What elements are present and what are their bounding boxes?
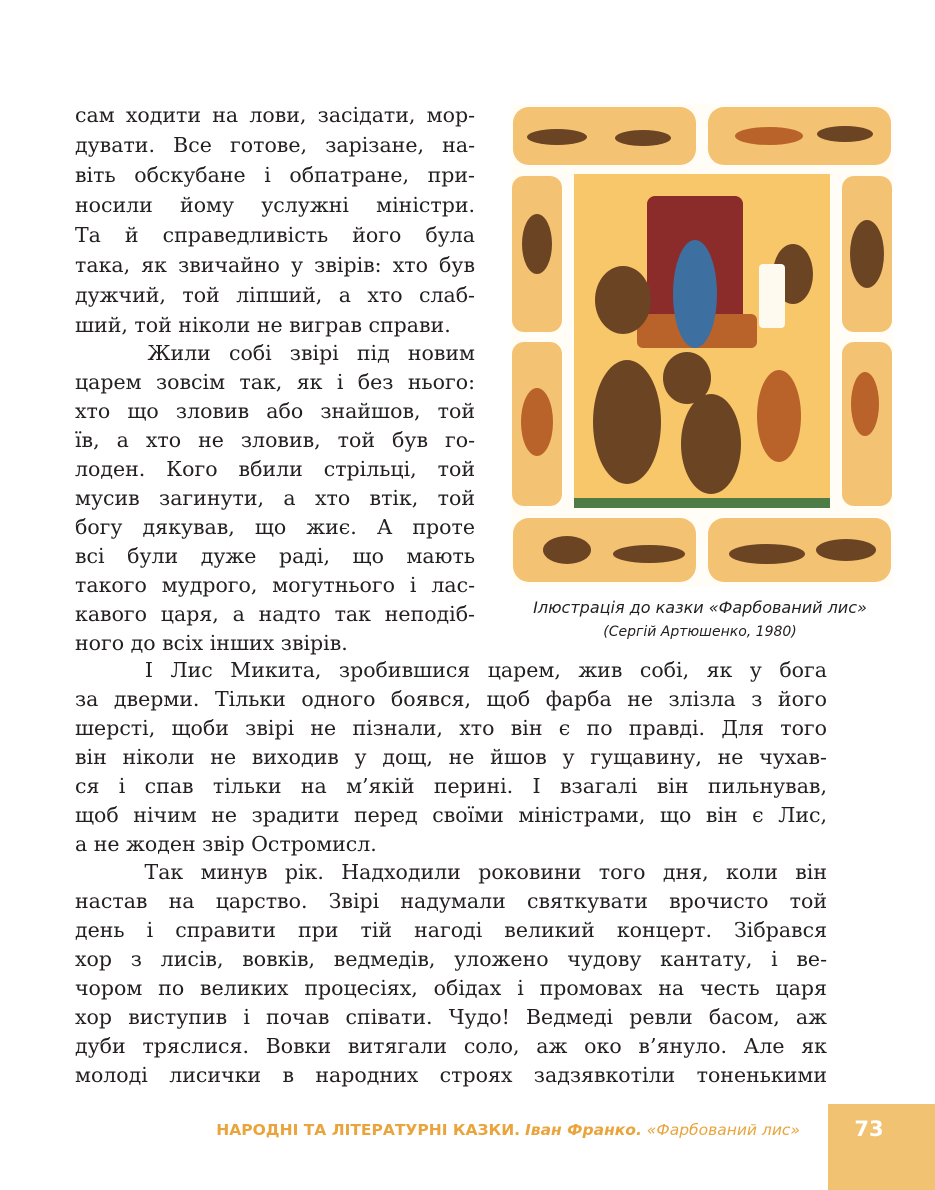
text-line: чором по великих процесіях, обідах і промовах на честь царя (75, 976, 827, 1000)
deer-silhouette (527, 129, 587, 145)
text-line: їв, а хто не зловив, той був го- (75, 428, 475, 452)
text-line: а не жоден звір Остромисл. (75, 832, 377, 856)
bear (593, 360, 661, 484)
scroll (759, 264, 785, 328)
text-line: богу дякував, що жиє. А проте (75, 515, 475, 539)
text-line: віть обскубане і обпатране, при- (75, 163, 475, 187)
text-line: шерсті, щоби звірі не пізнали, хто він є по правді. Для того (75, 716, 827, 740)
text-line: лоден. Кого вбили стрільці, той (75, 457, 475, 481)
wolf-silhouette (817, 126, 873, 142)
ox-minister (595, 266, 651, 334)
text-line: хор з лисів, вовків, ведмедів, уложено чудову кантату, і ве- (75, 947, 827, 971)
text-line: всі були дуже раді, що мають (75, 544, 475, 568)
text-line: за дверми. Тільки одного боявся, щоб фарба не злізла з його (75, 687, 827, 711)
text-line: така, як звичайно у звірів: хто був (75, 253, 475, 277)
text-line: ного до всіх інших звірів. (75, 631, 348, 655)
text-line: такого мудрого, могутнього і лас- (75, 573, 475, 597)
dancing-wolf (681, 394, 741, 494)
floor (574, 498, 830, 508)
page-number: 73 (854, 1117, 884, 1141)
figure-credit: (Сергій Артюшенко, 1980) (603, 624, 797, 640)
text-line: сам ходити на лови, засідати, мор- (75, 103, 475, 127)
text-line: день і справити при тій нагоді великий концерт. Зібрався (75, 918, 827, 942)
wolf-silhouette (735, 127, 803, 145)
text-line: хто що зловив або знайшов, той (75, 399, 475, 423)
squirrel-silhouette (851, 372, 879, 436)
text-line: кавого царя, а надто так неподіб- (75, 602, 475, 626)
text-line: він ніколи не виходив у дощ, не йшов у гущавину, не чухав- (75, 745, 827, 769)
hunter-silhouette (543, 536, 591, 564)
text-line: ший, той ніколи не виграв справи. (75, 313, 451, 337)
wolf-silhouette (613, 545, 685, 563)
figure-caption: Ілюстрація до казки «Фарбований лис» (533, 598, 867, 617)
text-line: І Лис Микита, зробившися царем, жив собі, як у бога (75, 658, 827, 682)
footer-section: НАРОДНІ ТА ЛІТЕРАТУРНІ КАЗКИ. (216, 1121, 521, 1139)
fox-silhouette (521, 388, 553, 456)
text-line: щоб нічим не зрадити перед своїми міністрами, що він є Лис, (75, 803, 827, 827)
text-line: носили йому услужні міністри. (75, 193, 475, 217)
text-line: дужчий, той ліпший, а хто слаб- (75, 283, 475, 307)
text-line: дувати. Все готове, зарізане, на- (75, 133, 475, 157)
text-line: хор виступив і почав співати. Чудо! Ведмеді ревли басом, аж (75, 1005, 827, 1029)
text-line: Так минув рік. Надходили роковини того дня, коли він (75, 860, 827, 884)
text-line: мусив загинути, а хто втік, той (75, 486, 475, 510)
footer-work: «Фарбований лис» (646, 1121, 800, 1139)
dancing-fox (757, 370, 801, 462)
eagle-silhouette (850, 220, 884, 288)
text-line: ся і спав тільки на м’якій перині. І взагалі він пильнував, (75, 774, 827, 798)
boar-silhouette (816, 539, 876, 561)
text-line: настав на царство. Звірі надумали святкувати врочисто той (75, 889, 827, 913)
text-line: Та й справедливість його була (75, 223, 475, 247)
illustration-artwork (511, 104, 893, 586)
text-line: царем зовсім так, як і без нього: (75, 370, 475, 394)
running-footer (216, 1121, 800, 1139)
fox-silhouette (729, 544, 805, 564)
painted-fox-king (673, 240, 717, 348)
text-line: Жили собі звірі під новим (75, 341, 475, 365)
footer-author: Іван Франко. (525, 1121, 642, 1139)
fairy-tale-illustration (511, 104, 893, 586)
throne-scene (574, 174, 830, 508)
deer-silhouette (615, 130, 671, 146)
text-line: молоді лисички в народних строях задзявкотіли тоненькими (75, 1063, 827, 1087)
bird-silhouette (522, 214, 552, 274)
text-line: дуби тряслися. Вовки витягали соло, аж око в’януло. Але як (75, 1034, 827, 1058)
